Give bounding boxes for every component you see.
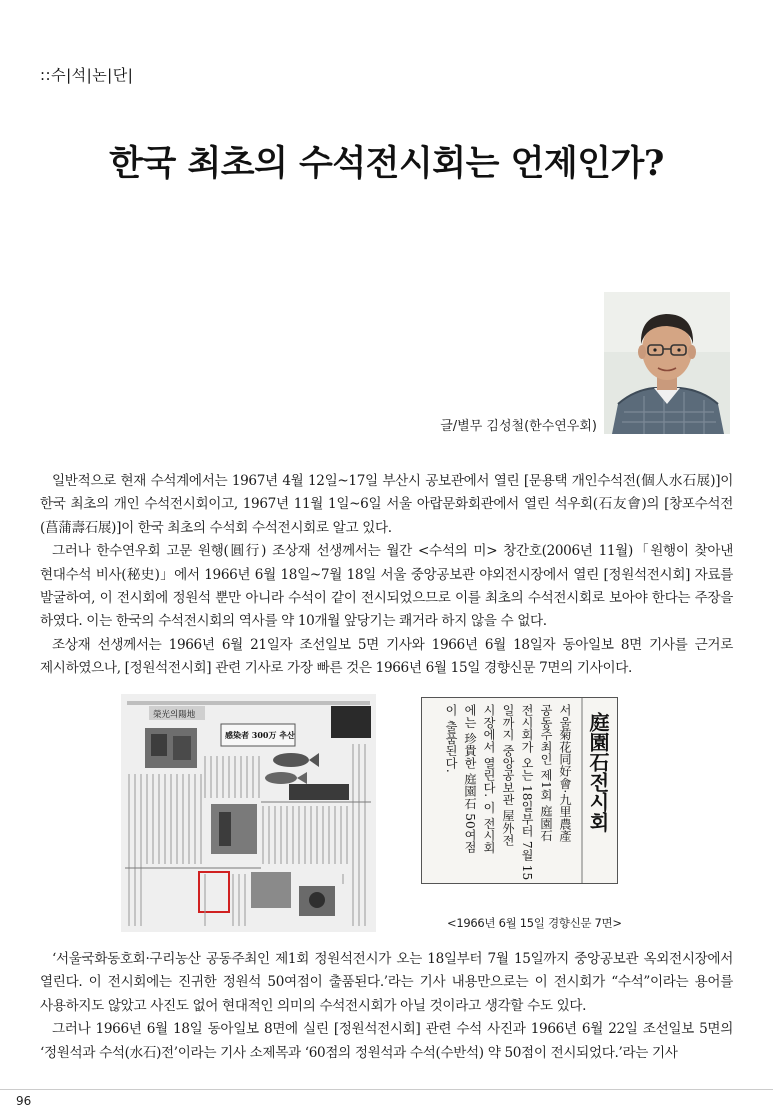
clipping-title: 庭園石전시회 (586, 712, 610, 832)
paragraph: 그러나 1966년 6월 18일 동아일보 8면에 실린 [정원석전시회] 관련 수석 사진과 1966년 6월 22일 조선일보 5면의 ‘정원석과 수석(水石)전’이라는 기사 소제목과 ‘60점의 정원석과 수석(수반석) 약 50점이 전시되었다.’라는 기사 (40, 1021, 733, 1061)
clipping-line: 공동주최인 제1회 庭園石 (539, 704, 553, 842)
page-number: 96 (16, 1094, 32, 1108)
clipping-line: 일까지 중앙공보관 屋外전 (501, 704, 515, 846)
author-portrait (604, 292, 730, 434)
paragraph: ‘서울국화동호회·구리농산 공동주최인 제1회 정원석전시가 오는 18일부터 7월 15일까지 중앙공보관 옥외전시장에서 열린다. 이 전시회에는 진귀한 정원석 50여점이 출품된다.’라는 기사 내용만으로는 이 전시회가 “수석”이라는 용어를 사용하지도 않았고 사진도 없어 현대적인 의미의 수석전시회가 아닐 것이라고 생각할 수도 있다. (40, 951, 733, 1014)
paragraph: 그러나 한수연우회 고문 원행(圓行) 조상재 선생께서는 월간 <수석의 미> 창간호(2006년 11월)「원행이 찾아낸 현대수석 비사(秘史)」에서 1966년 6월 18일~7월 18일 서울 중앙공보관 야외전시장에서 열린 [정원석전시회] 자료를 발굴하여, 이 전시회에 정원석 뿐만 아니라 수석이 같이 전시되었으므로 이를 최초의 수석전시회로 보아야 한다는 주장을 하였다. 이는 한국의 수석전시회의 역사를 약 10개월 앞당기는 쾌거라 하지 않을 수 없다. (40, 543, 733, 630)
article-body-bottom (40, 948, 733, 1065)
paragraph: 조상재 선생께서는 1966년 6월 21일자 조선일보 5면 기사와 1966년 6월 18일자 동아일보 8면 기사를 근거로 제시하였으나, [정원석전시회] 관련 기사로 가장 빠른 것은 1966년 6월 15일 경향신문 7면의 기사이다. (40, 636, 733, 677)
newspaper-page-image (121, 694, 376, 932)
newspaper-headline-right: 感染者 300万 추산 (225, 730, 295, 740)
clipping-line: 시장에서 열린다. 이 전시회 (482, 704, 496, 854)
clipping-line: 전시회가 오는 18일부터 7월 15 (520, 704, 534, 881)
clipping-line: 서울菊花同好會·九里農產 (558, 704, 572, 843)
newspaper-scan-illustration (121, 694, 376, 932)
newspaper-headline-left: 榮光의陽地 (153, 710, 196, 720)
clipping-vertical-text (422, 698, 617, 883)
footer-divider (0, 1089, 773, 1090)
article-body-top (40, 470, 733, 681)
author-portrait-illustration (604, 292, 730, 434)
section-label: ::수|석|논|단| (40, 66, 134, 84)
clipping-line: 이 출품된다. (444, 704, 458, 773)
newspaper-clipping-image (421, 697, 618, 884)
article-title: 한국 최초의 수석전시회는 언제인가? (109, 143, 664, 184)
clipping-line: 에는 珍貴한 庭園石 50여점 (463, 704, 477, 854)
paragraph: 일반적으로 현재 수석계에서는 1967년 4월 12일~17일 부산시 공보관에서 열린 [문용택 개인수석전(個人水石展)]이 한국 최초의 개인 수석전시회이고, 1967년 11월 1일~6일 서울 아랍문화회관에서 열린 석우회(石友會)의 [창포수석전(菖蒲壽石展)]이 한국 최초의 수석회 수석전시회로 알고 있다. (40, 473, 733, 536)
author-byline: 글/별무 김성철(한수연우회) (440, 419, 597, 434)
figure-caption: <1966년 6월 15일 경향신문 7면> (447, 916, 622, 930)
